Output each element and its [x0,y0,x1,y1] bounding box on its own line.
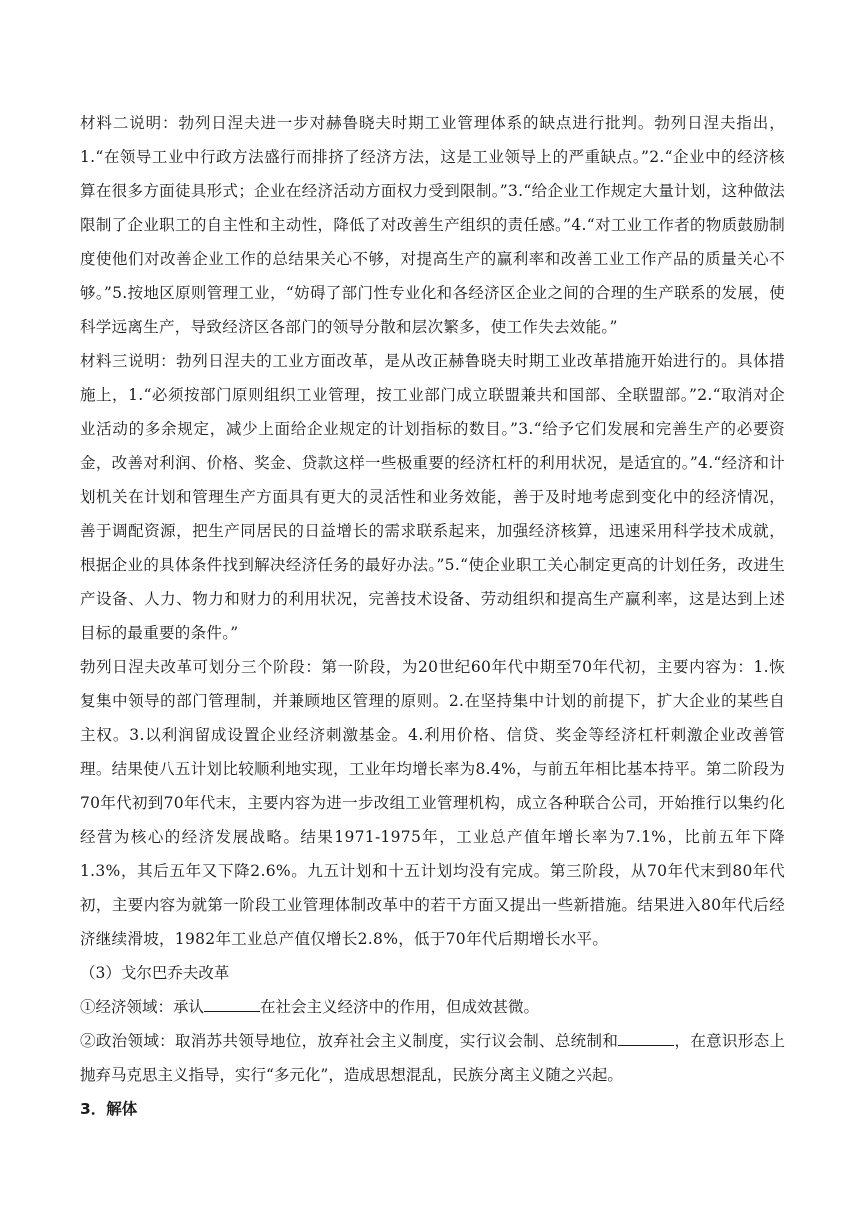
economic-prefix: ①经济领域：承认 [80,998,205,1016]
political-field-item [80,1024,785,1092]
political-suffix: ，在意识形态上抛弃马克思主义指导，实行“多元化”，造成思想混乱，民族分离主义随之兴起。 [80,1032,785,1084]
document-page [80,106,785,1126]
material-three-paragraph: 材料三说明：勃列日涅夫的工业方面改革，是从改正赫鲁晓夫时期工业改革措施开始进行的。具体措施上，1.“必须按部门原则组织工业管理，按工业部门成立联盟兼共和国部、全联盟部。”2.“取消对企业活动的多余规定，减少上面给企业规定的计划指标的数目。”3.“给予它们发展和完善生产的必要资金，改善对利润、价格、奖金、贷款这样一些极重要的经济杠杆的利用状况，是适宜的。”4.“经济和计划机关在计划和管理生产方面具有更大的灵活性和业务效能，善于及时地考虑到变化中的经济情况，善于调配资源，把生产同居民的日益增长的需求联系起来，加强经济核算，迅速采用科学技术成就，根据企业的具体条件找到解决经济任务的最好办法。”5.“使企业职工关心制定更高的计划任务，改进生产设备、人力、物力和财力的利用状况，完善技术设备、劳动组织和提高生产赢利率，这是达到上述目标的最重要的条件。” [80,352,785,642]
material-two-paragraph: 材料二说明：勃列日涅夫进一步对赫鲁晓夫时期工业管理体系的缺点进行批判。勃列日涅夫指出，1.“在领导工业中行政方法盛行而排挤了经济方法，这是工业领导上的严重缺点。”2.“企业中的经济核算在很多方面徒具形式；企业在经济活动方面权力受到限制。”3.“给企业工作规定大量计划，这种做法限制了企业职工的自主性和主动性，降低了对改善生产组织的责任感。”4.“对工业工作者的物质鼓励制度使他们对改善企业工作的总结果关心不够，对提高生产的赢利率和改善工业工作产品的质量关心不够。”5.按地区原则管理工业，“妨碍了部门性专业化和各经济区企业之间的合理的生产联系的发展，使科学远离生产，导致经济区各部门的领导分散和层次繁多，使工作失去效能。” [80,114,785,336]
economic-suffix: 在社会主义经济中的作用，但成效甚微。 [260,998,540,1016]
political-blank [618,1029,674,1046]
gorbachev-heading: （3）戈尔巴乔夫改革 [80,964,230,982]
brezhnev-stages-paragraph: 勃列日涅夫改革可划分三个阶段：第一阶段，为20世纪60年代中期至70年代初，主要内容为：1.恢复集中领导的部门管理制，并兼顾地区管理的原则。2.在坚持集中计划的前提下，扩大企业的某些自主权。3.以利润留成设置企业经济刺激基金。4.利用价格、信贷、奖金等经济杠杆刺激企业改善管理。结果使八五计划比较顺利地实现，工业年均增长率为8.4%，与前五年相比基本持平。第二阶段为70年代初到70年代末，主要内容为进一步改组工业管理机构，成立各种联合公司，开始推行以集约化经营为核心的经济发展战略。结果1971-1975年，工业总产值年增长率为7.1%，比前五年下降1.3%，其后五年又下降2.6%。九五计划和十五计划均没有完成。第三阶段，从70年代末到80年代初，主要内容为就第一阶段工业管理体制改革中的若干方面又提出一些新措施。结果进入80年代后经济继续滑坡，1982年工业总产值仅增长2.8%，低于70年代后期增长水平。 [80,658,785,948]
political-prefix: ②政治领域：取消苏共领导地位，放弃社会主义制度，实行议会制、总统制和 [80,1032,619,1050]
economic-field-item [80,990,785,1024]
economic-blank [204,995,260,1012]
section-three-heading: 3．解体 [80,1100,138,1118]
